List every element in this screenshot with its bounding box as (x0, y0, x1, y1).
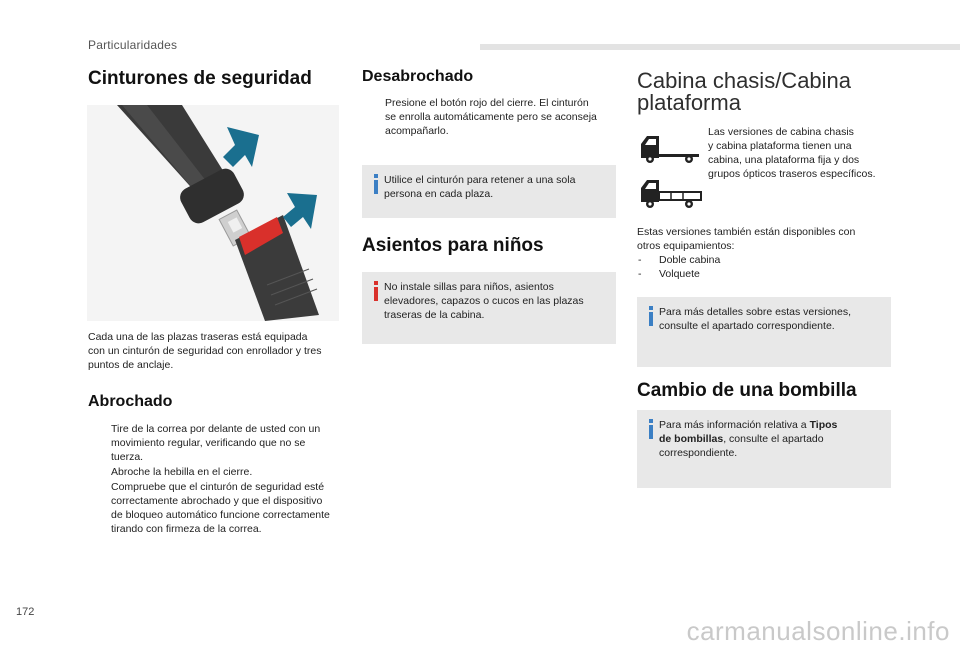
desabrochado-steps (362, 96, 618, 139)
list-item: Tire de la correa por delante de usted con un movimiento regular, verificando que no se tuerza. (111, 423, 321, 463)
list-item: - Volquete (638, 268, 700, 280)
desabrochado-title: Desabrochado (362, 68, 474, 85)
list-item: Compruebe que el cinturón de seguridad esté correctamente abrochado y que el dispositivo de bloqueo automático funcione correctamente tirando con firmeza de la correa. (111, 481, 330, 535)
warning-icon (371, 281, 381, 301)
abrochado-steps (88, 422, 350, 537)
seatbelt-intro: Cada una de las plazas traseras está equipada con un cinturón de seguridad con enrollador y tres puntos de anclaje. (88, 331, 322, 371)
chassis-cab-title: Cabina chasis/Cabina plataforma (637, 68, 852, 115)
child-seats-title: Asientos para niños (362, 235, 544, 256)
list-item: - Doble cabina (638, 254, 721, 266)
page-number: 172 (16, 606, 35, 618)
also-available-text: Estas versiones también están disponibles con otros equipamientos: - Doble cabina - Volquete (637, 225, 897, 281)
section-label: Particularidades (88, 38, 178, 52)
watermark: carmanualsonline.info (686, 616, 950, 646)
seatbelt-buckle-illustration (87, 105, 339, 321)
versions-text: Las versiones de cabina chasis y cabina plataforma tienen una cabina, una plataforma fija y dos grupos ópticos traseros específicos. (708, 126, 876, 180)
list-item: Abroche la hebilla en el cierre. (111, 466, 253, 478)
chassis-cab-truck-icon (637, 132, 703, 164)
seatbelt-photo (87, 105, 339, 321)
list-item: Presione el botón rojo del cierre. El cinturón se enrolla automáticamente pero se aconseja acompañarlo. (385, 97, 597, 137)
info-icon (646, 419, 656, 439)
bulb-change-title: Cambio de una bombilla (637, 380, 857, 401)
note-versions-details: Para más detalles sobre estas versiones, consulte el apartado correspondiente. (637, 297, 891, 367)
header-bar (480, 44, 960, 50)
abrochado-title: Abrochado (88, 393, 173, 410)
note-bulb-types: Para más información relativa a Tipos de bombillas, consulte el apartado correspondiente. (637, 410, 891, 488)
info-icon (646, 306, 656, 326)
info-icon (371, 174, 381, 194)
platform-cab-truck-icon (637, 176, 703, 210)
note-child-seats: No instale sillas para niños, asientos elevadores, capazos o cucos en las plazas traseras de la cabina. (362, 272, 616, 344)
bulb-types-link: Tipos (809, 419, 838, 431)
note-one-person: Utilice el cinturón para retener a una sola persona en cada plaza. (362, 165, 616, 218)
seatbelt-title: Cinturones de seguridad (88, 68, 312, 89)
